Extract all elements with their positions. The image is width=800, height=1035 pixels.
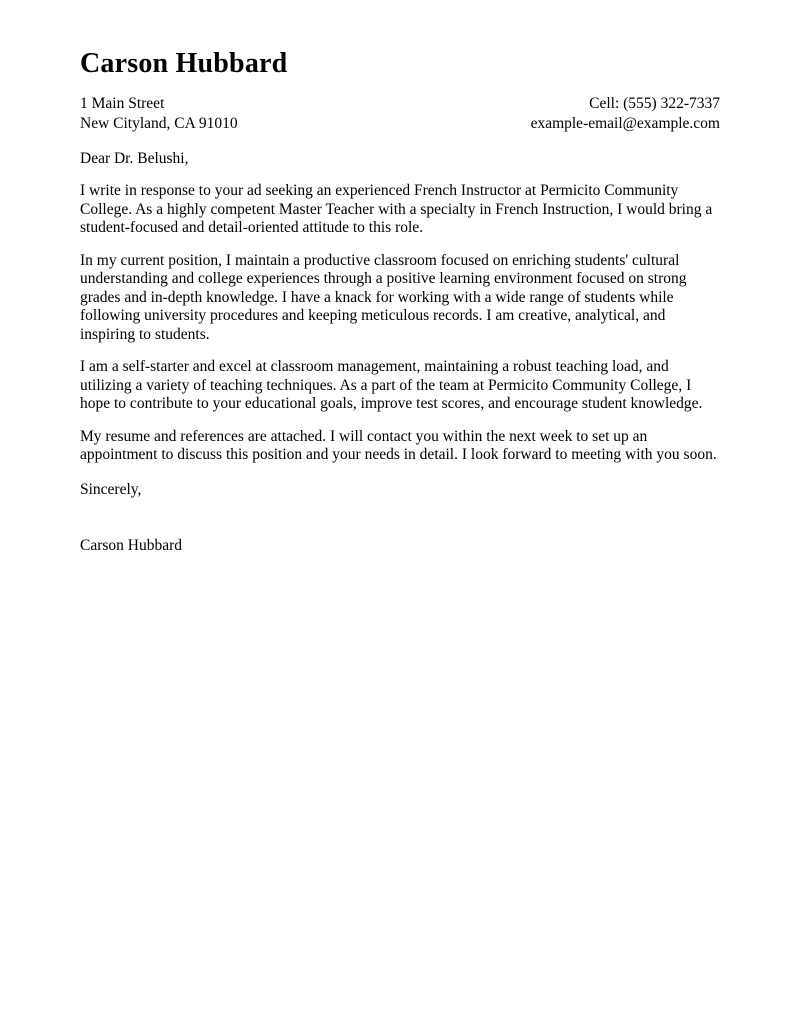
sender-contact xyxy=(531,94,720,134)
letter-header xyxy=(80,94,720,134)
letter-paragraph: I am a self-starter and excel at classroom management, maintaining a robust teaching load, and utilizing a variety of teaching techniques. As a part of the team at Permicito Community College, I hope to contribute to your educational goals, improve test scores, and encourage student knowledge. xyxy=(80,358,703,412)
sender-address-line1: 1 Main Street xyxy=(80,95,165,112)
letter-paragraph: I write in response to your ad seeking an experienced French Instructor at Permicito Community College. As a highly competent Master Teacher with a specialty in French Instruction, I would bring a student-focused and detail-oriented attitude to this role. xyxy=(80,182,713,236)
sender-email: example-email@example.com xyxy=(530,115,720,132)
sender-name: Carson Hubbard xyxy=(80,48,288,79)
sender-address-line2: New Cityland, CA 91010 xyxy=(80,115,238,132)
sender-phone: Cell: (555) 322-7337 xyxy=(589,95,720,112)
letter-paragraph: My resume and references are attached. I will contact you within the next week to set up an appointment to discuss this position and your needs in detail. I look forward to meeting with you soon. xyxy=(80,427,717,463)
letter-paragraph: In my current position, I maintain a productive classroom focused on enriching students' cultural understanding and college experiences through a positive learning environment focused on strong grades and in-depth knowledge. I have a knack for working with a wide range of students while following university procedures and keeping meticulous records. I am creative, analytical, and inspiring to students. xyxy=(80,251,687,343)
sender-address xyxy=(80,94,238,134)
signature-name: Carson Hubbard xyxy=(80,536,183,554)
closing: Sincerely, xyxy=(80,480,142,498)
salutation: Dear Dr. Belushi, xyxy=(80,150,189,167)
